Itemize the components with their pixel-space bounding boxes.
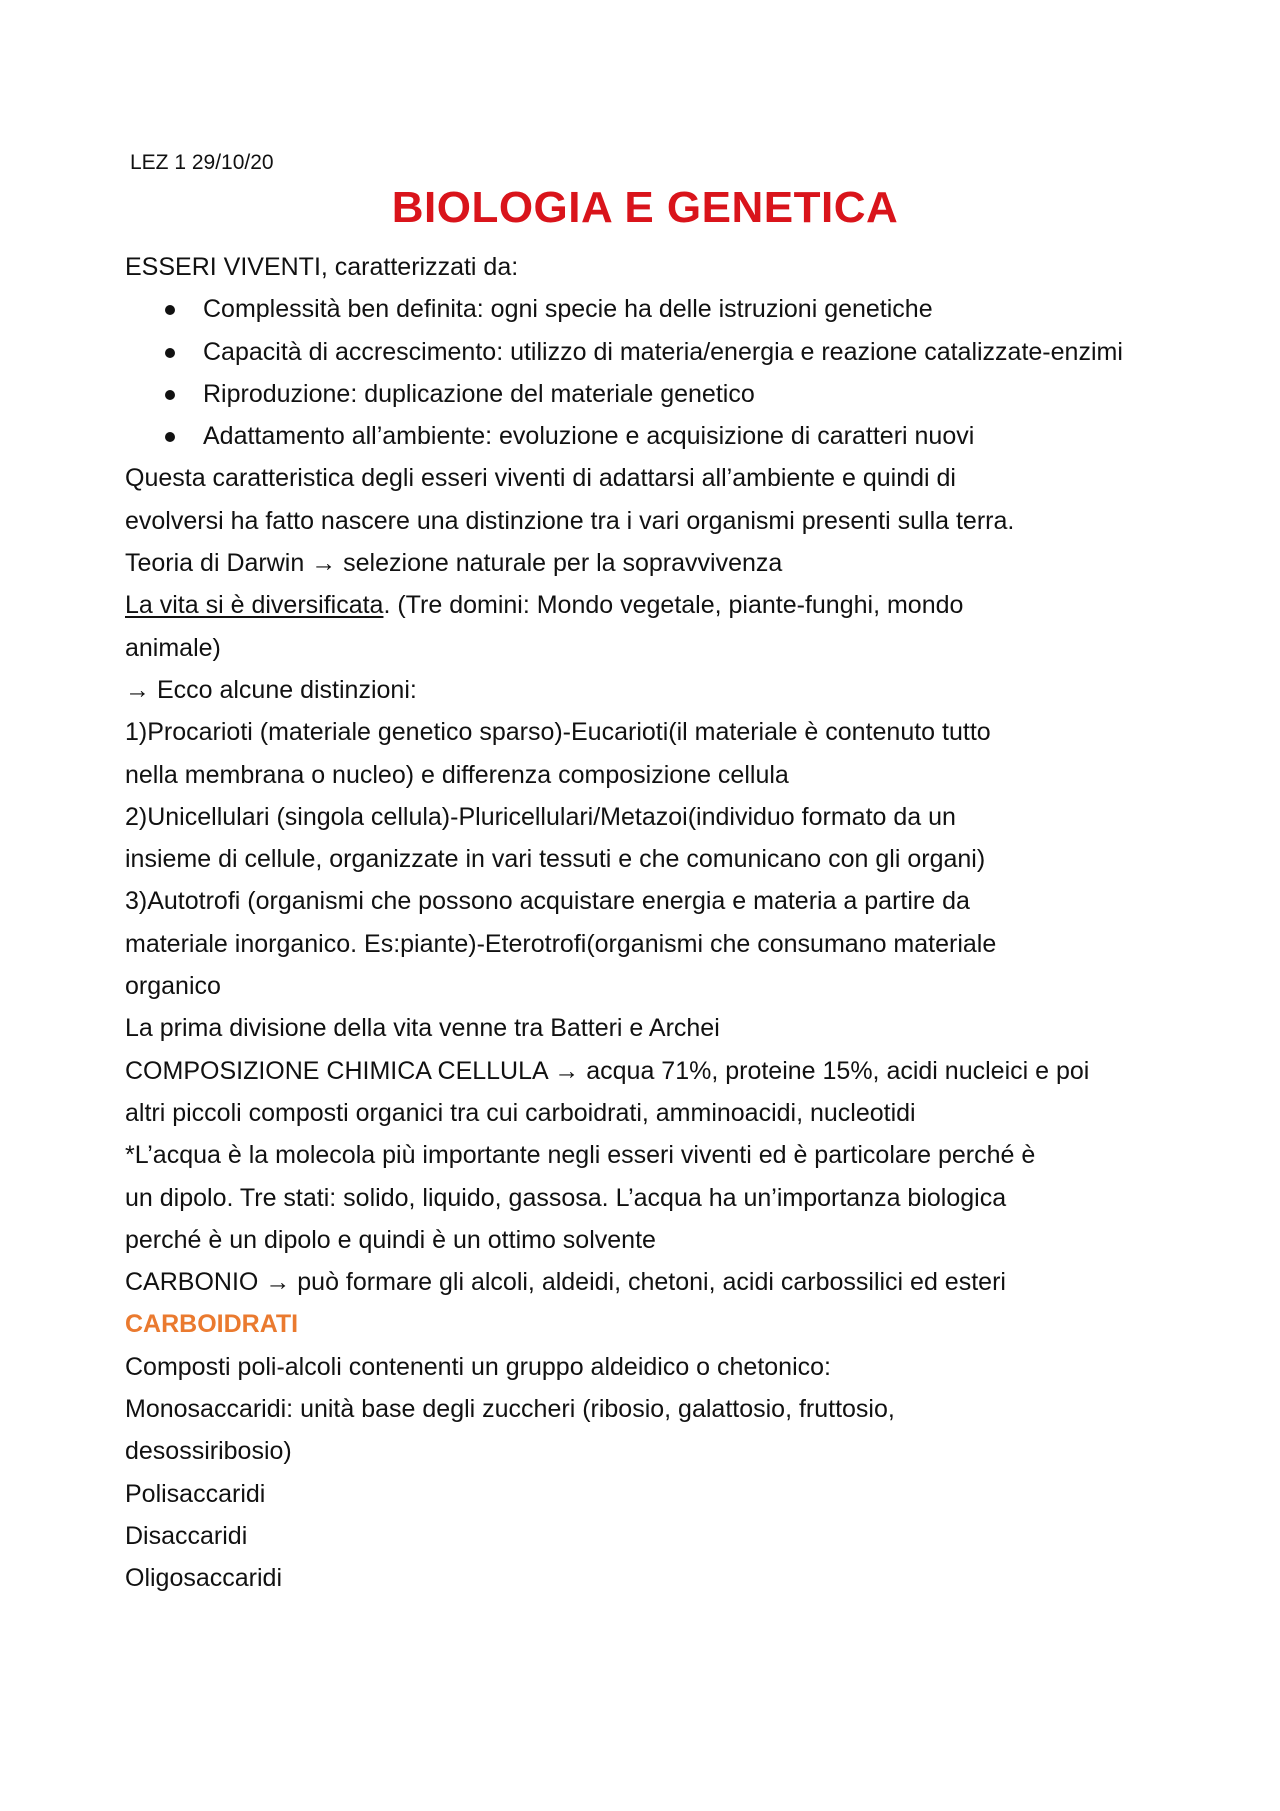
underlined-phrase: La vita si è diversificata	[125, 591, 384, 620]
text-line: nella membrana o nucleo) e differenza composizione cellula	[125, 760, 789, 789]
text-line: Questa caratteristica degli esseri viventi di adattarsi all’ambiente e quindi di	[125, 464, 956, 493]
page-title: BIOLOGIA E GENETICA	[391, 183, 899, 232]
document-page	[125, 150, 1165, 1600]
text-line: materiale inorganico. Es:piante)-Eterotrofi(organismi che consumano materiale	[125, 929, 997, 958]
text-line: insieme di cellule, organizzate in vari tessuti e che comunicano con gli organi)	[125, 845, 986, 874]
text-line: un dipolo. Tre stati: solido, liquido, gassosa. L’acqua ha un’importanza biologica	[125, 1183, 1007, 1212]
characteristics-list	[125, 288, 1165, 457]
text-line: organico	[125, 972, 221, 1001]
text-line: Monosaccaridi: unità base degli zuccheri (ribosio, galattosio, fruttosio,	[125, 1395, 895, 1424]
text-line: Composti poli-alcoli contenenti un gruppo aldeidico o chetonico:	[125, 1352, 831, 1381]
list-item: Capacità di accrescimento: utilizzo di materia/energia e reazione catalizzate-enzimi	[125, 331, 1165, 373]
list-item: Complessità ben definita: ogni specie ha delle istruzioni genetiche	[125, 288, 1165, 330]
intro-line: ESSERI VIVENTI, caratterizzati da:	[125, 253, 519, 281]
section-heading-carboidrati: CARBOIDRATI	[125, 1310, 299, 1339]
text-line: altri piccoli composti organici tra cui carboidrati, amminoacidi, nucleotidi	[125, 1098, 916, 1127]
text-line: 2)Unicellulari (singola cellula)-Pluricellulari/Metazoi(individuo formato da un	[125, 802, 956, 831]
right-arrow-icon: →	[554, 1056, 580, 1085]
right-arrow-icon: →	[311, 549, 337, 578]
text-line: Disaccaridi	[125, 1521, 248, 1550]
bullet-icon	[165, 305, 175, 315]
text-line: *L’acqua è la molecola più importante negli esseri viventi ed è particolare perché è	[125, 1141, 1036, 1170]
bullet-icon	[165, 390, 175, 400]
text-line: perché è un dipolo e quindi è un ottimo solvente	[125, 1225, 656, 1254]
text-line: La prima divisione della vita venne tra Batteri e Archei	[125, 1014, 720, 1043]
composition-line: COMPOSIZIONE CHIMICA CELLULA → acqua 71%, proteine 15%, acidi nucleici e poi	[125, 1050, 1165, 1092]
carbon-line: CARBONIO → può formare gli alcoli, aldeidi, chetoni, acidi carbossilici ed esteri	[125, 1261, 1165, 1303]
text-line: 1)Procarioti (materiale genetico sparso)-Eucarioti(il materiale è contenuto tutto	[125, 718, 991, 747]
text-line: Polisaccaridi	[125, 1479, 266, 1508]
bullet-icon	[165, 348, 175, 358]
list-item: Riproduzione: duplicazione del materiale genetico	[125, 373, 1165, 415]
right-arrow-icon: →	[265, 1268, 291, 1297]
text-line: 3)Autotrofi (organismi che possono acquistare energia e materia a partire da	[125, 887, 970, 916]
list-item: Adattamento all’ambiente: evoluzione e acquisizione di caratteri nuovi	[125, 415, 1165, 457]
right-arrow-icon: →	[125, 675, 150, 704]
darwin-line: Teoria di Darwin → selezione naturale per la sopravvivenza	[125, 542, 1165, 584]
bullet-icon	[165, 432, 175, 442]
text-line: animale)	[125, 633, 221, 662]
diversified-line: La vita si è diversificata. (Tre domini: Mondo vegetale, piante-funghi, mondo	[125, 591, 964, 620]
distinctions-intro: → Ecco alcune distinzioni:	[125, 669, 1165, 711]
text-line: desossiribosio)	[125, 1437, 292, 1466]
lecture-date: LEZ 1 29/10/20	[130, 151, 274, 174]
text-line: evolversi ha fatto nascere una distinzione tra i vari organismi presenti sulla terra.	[125, 506, 1015, 535]
text-line: Oligosaccaridi	[125, 1564, 283, 1593]
